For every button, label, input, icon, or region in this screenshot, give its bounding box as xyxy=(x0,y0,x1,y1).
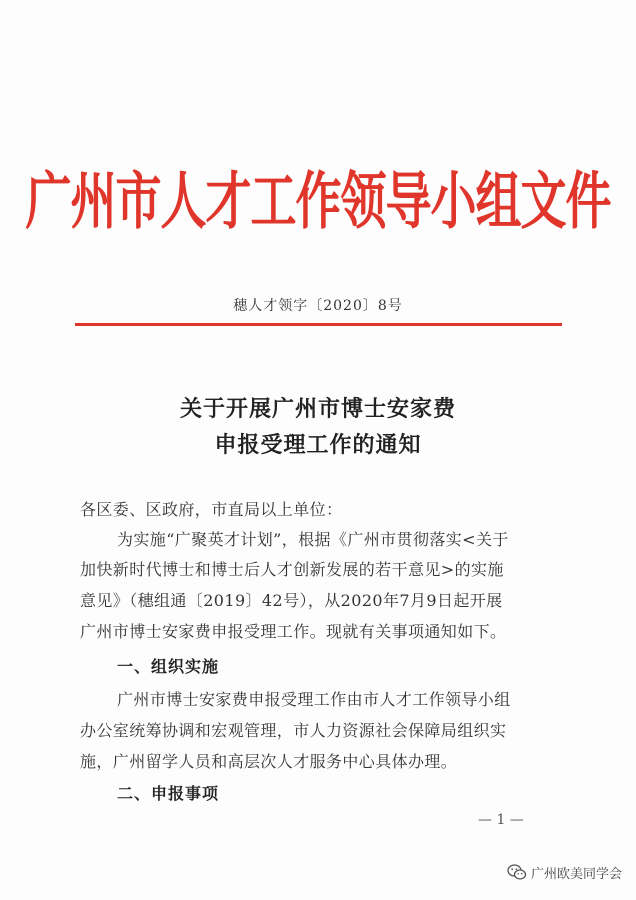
intro-line: 广州市博士安家费申报受理工作。现就有关事项通知如下。 xyxy=(80,622,507,641)
document-title-line-1: 关于开展广州市博士安家费 xyxy=(179,396,456,422)
intro-line: 为实施“广聚英才计划”，根据《广州市贯彻落实<关于 xyxy=(117,530,509,549)
section-1-heading: 一、组织实施 xyxy=(117,657,220,676)
section-1-line: 办公室统筹协调和宏观管理，市人力资源社会保障局组织实 xyxy=(80,721,507,740)
intro-line: 加快新时代博士和博士后人才创新发展的若干意见>的实施 xyxy=(80,560,504,579)
watermark-text: 广州欧美同学会 xyxy=(530,866,622,882)
page-number: — 1 — xyxy=(478,812,524,828)
document-number: 穗人才领字〔2020〕8号 xyxy=(233,298,403,314)
section-1-line: 广州市博士安家费申报受理工作由市人才工作领导小组 xyxy=(117,690,511,709)
red-divider-line xyxy=(75,323,562,326)
document-title-line-2: 申报受理工作的通知 xyxy=(214,432,422,458)
section-2-heading: 二、申报事项 xyxy=(117,784,220,803)
salutation: 各区委、区政府，市直局以上单位： xyxy=(80,500,343,519)
section-1-line: 施，广州留学人员和高层次人才服务中心具体办理。 xyxy=(80,752,458,771)
wechat-watermark xyxy=(507,862,622,882)
intro-line: 意见》（穗组通〔2019〕42号），从2020年7月9日起开展 xyxy=(80,591,503,610)
wechat-icon xyxy=(507,864,527,881)
document-masthead: 广州市人才工作领导小组文件 xyxy=(25,164,611,238)
